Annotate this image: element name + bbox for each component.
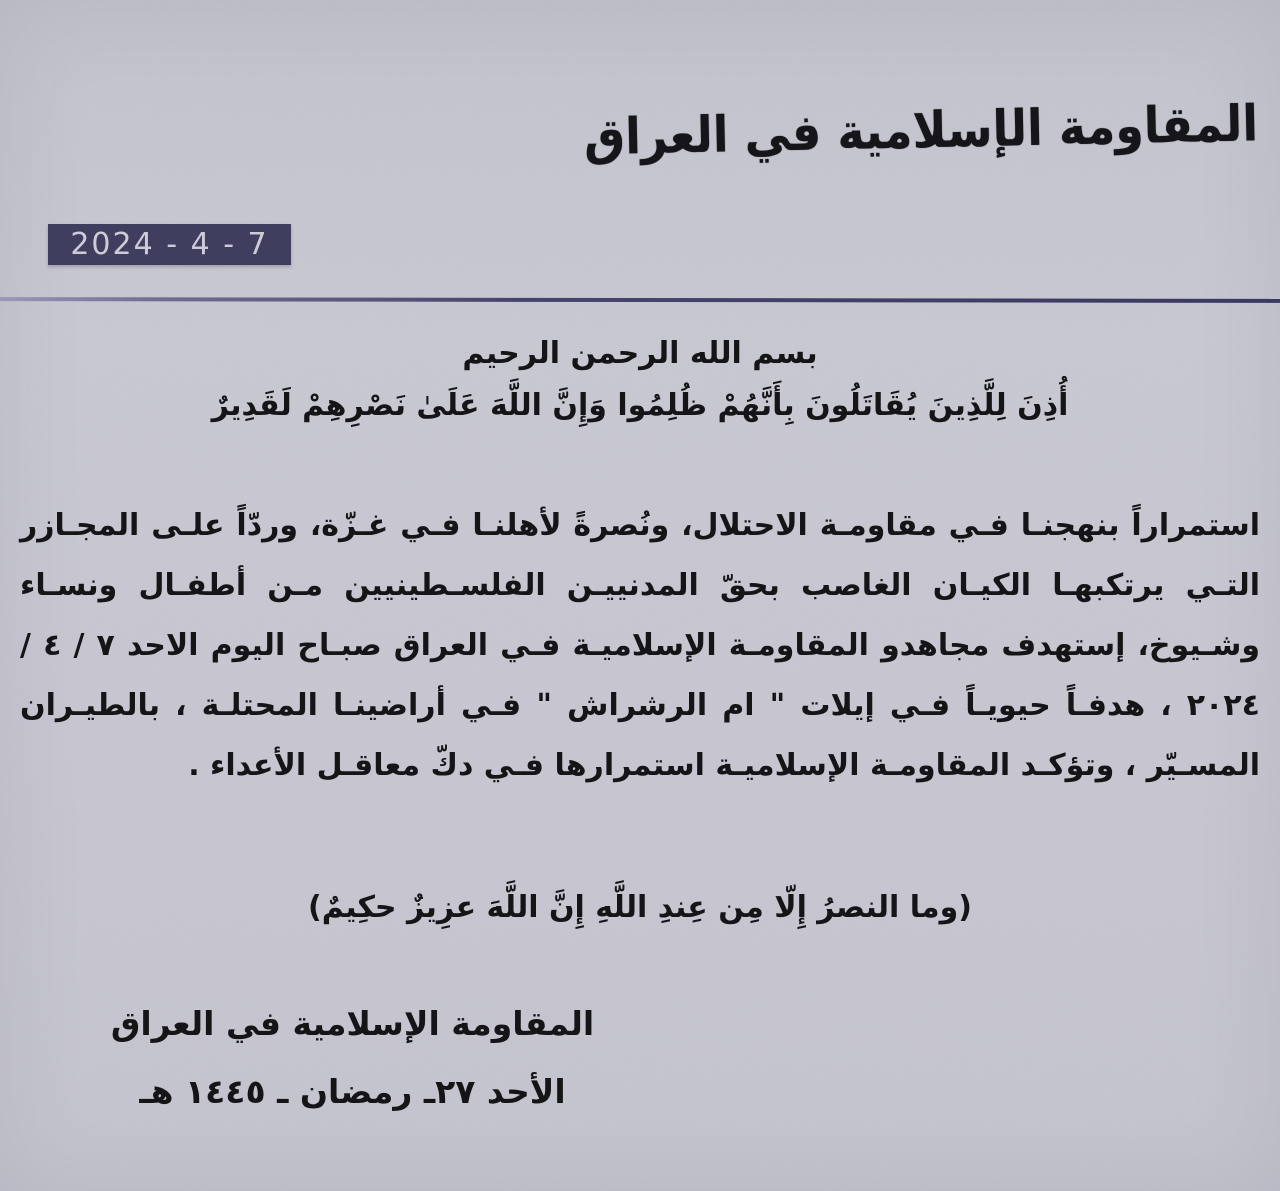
org-calligraphy-logo: المقاومة الإسلامية في العراق — [583, 93, 1259, 167]
header-divider-line — [0, 297, 1280, 303]
date-badge: 2024 - 4 - 7 — [48, 224, 291, 265]
closing-quote: (وما النصرُ إِلّا مِن عِندِ اللَّهِ إِنَّ اللَّهَ عزِيزٌ حكِيمٌ) — [308, 890, 972, 925]
basmala-line: بسم الله الرحمن الرحيم — [462, 336, 818, 371]
quran-verse: أُذِنَ لِلَّذِينَ يُقَاتَلُونَ بِأَنَّهُمْ ظُلِمُوا وَإِنَّ اللَّهَ عَلَىٰ نَصْرِهِمْ لَقَدِيرٌ — [211, 388, 1069, 423]
signature-block — [95, 990, 610, 1126]
signature-name: المقاومة الإسلامية في العراق — [110, 1004, 595, 1043]
statement-body-paragraph: استمراراً بنهجنـا فـي مقاومـة الاحتلال، ونُصرةً لأهلنـا فـي غـزّة، وردّاً علـى المجـازر التـي يرتكبهـا الكيـان الغاصب بحقّ المدنييـن الفلسـطينيين مـن أطفـال ونسـاء وشـيوخ، إستهدف مجاهدو المقاومـة الإسلاميـة فـي العراق صبـاح اليوم الاحد ٧ / ٤ / ٢٠٢٤ ، هدفـاً حيويـاً فـي إيلات " ام الرشراش " فـي أراضينـا المحتلـة ، بالطيـران المسـيّر ، وتؤكـد المقاومـة الإسلاميـة استمرارها فـي دكّ معاقـل الأعداء . — [20, 508, 1260, 783]
signature-hijri-date: الأحد ٢٧ـ رمضان ـ ١٤٤٥ هـ — [139, 1072, 566, 1111]
